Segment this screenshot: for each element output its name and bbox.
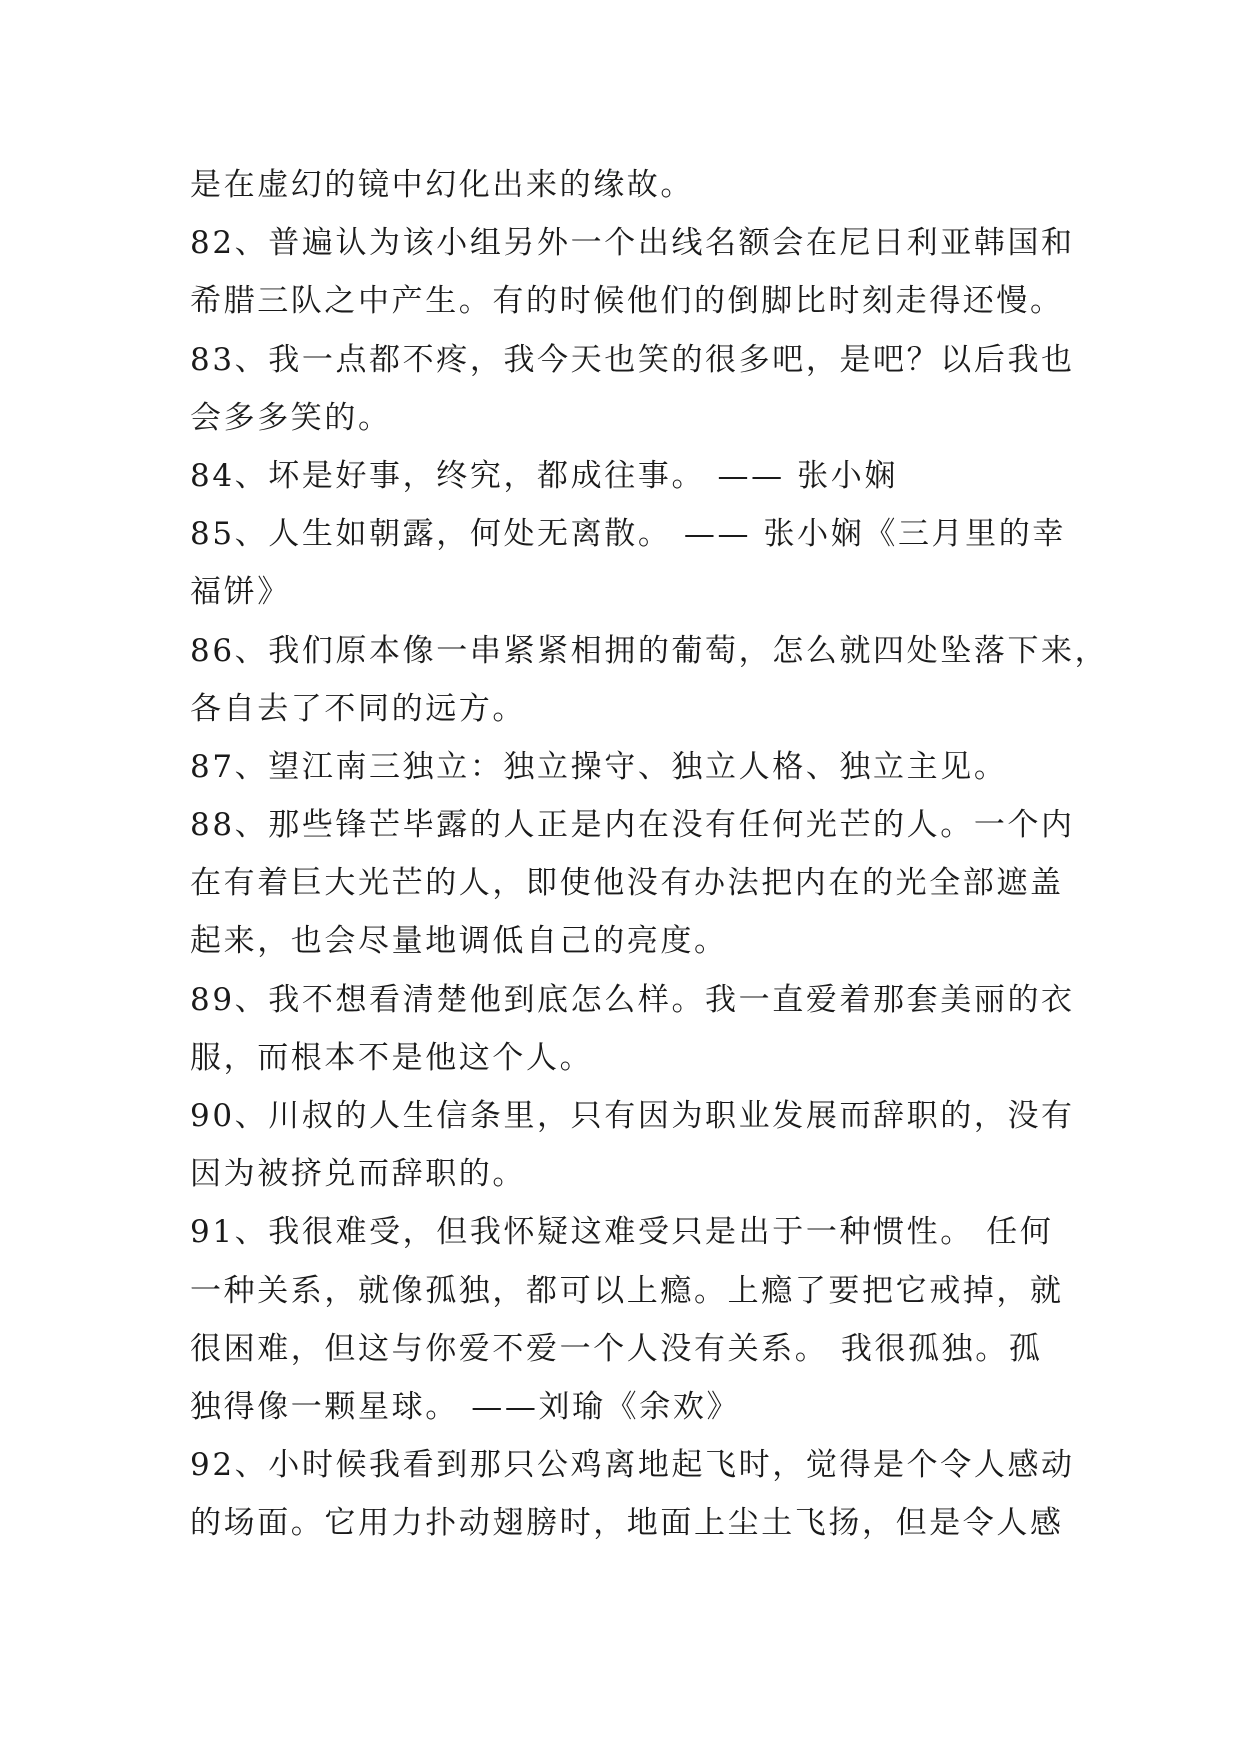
text-line: 在有着巨大光芒的人，即使他没有办法把内在的光全部遮盖	[190, 865, 1064, 902]
text-line: 独得像一颗星球。 ——刘瑜《余欢》	[190, 1388, 741, 1425]
text-line: 希腊三队之中产生。有的时候他们的倒脚比时刻走得还慢。	[190, 283, 1064, 320]
body-text	[190, 156, 1109, 1553]
text-line: 会多多笑的。	[190, 399, 392, 436]
text-line: 86、我们原本像一串紧紧相拥的葡萄，怎么就四处坠落下来，	[190, 632, 1109, 669]
text-line: 88、那些锋芒毕露的人正是内在没有任何光芒的人。一个内	[190, 807, 1075, 844]
text-line: 服，而根本不是他这个人。	[190, 1039, 594, 1076]
text-line: 87、望江南三独立：独立操守、独立人格、独立主见。	[190, 748, 1008, 785]
text-line: 是在虚幻的镜中幻化出来的缘故。	[190, 167, 694, 203]
text-line: 85、人生如朝露，何处无离散。 —— 张小娴《三月里的幸	[190, 516, 1066, 553]
text-line: 因为被挤兑而辞职的。	[190, 1156, 526, 1193]
text-line: 91、我很难受，但我怀疑这难受只是出于一种惯性。 任何	[190, 1214, 1054, 1251]
text-line: 福饼》	[190, 574, 291, 611]
text-line: 82、普遍认为该小组另外一个出线名额会在尼日利亚韩国和	[190, 225, 1075, 262]
text-line: 83、我一点都不疼，我今天也笑的很多吧，是吧？以后我也	[190, 341, 1075, 378]
text-line: 的场面。它用力扑动翅膀时，地面上尘土飞扬，但是令人感	[190, 1505, 1064, 1542]
text-line: 一种关系，就像孤独，都可以上瘾。上瘾了要把它戒掉，就	[190, 1272, 1064, 1309]
text-line: 各自去了不同的远方。	[190, 690, 526, 727]
text-line: 84、坏是好事，终究，都成往事。 —— 张小娴	[190, 457, 898, 494]
text-line: 起来，也会尽量地调低自己的亮度。	[190, 923, 728, 960]
text-line: 89、我不想看清楚他到底怎么样。我一直爱着那套美丽的衣	[190, 981, 1075, 1018]
text-line: 很困难，但这与你爱不爱一个人没有关系。 我很孤独。孤	[190, 1330, 1043, 1367]
text-line: 90、川叔的人生信条里，只有因为职业发展而辞职的，没有	[190, 1098, 1075, 1134]
text-line: 92、小时候我看到那只公鸡离地起飞时，觉得是个令人感动	[190, 1447, 1075, 1484]
